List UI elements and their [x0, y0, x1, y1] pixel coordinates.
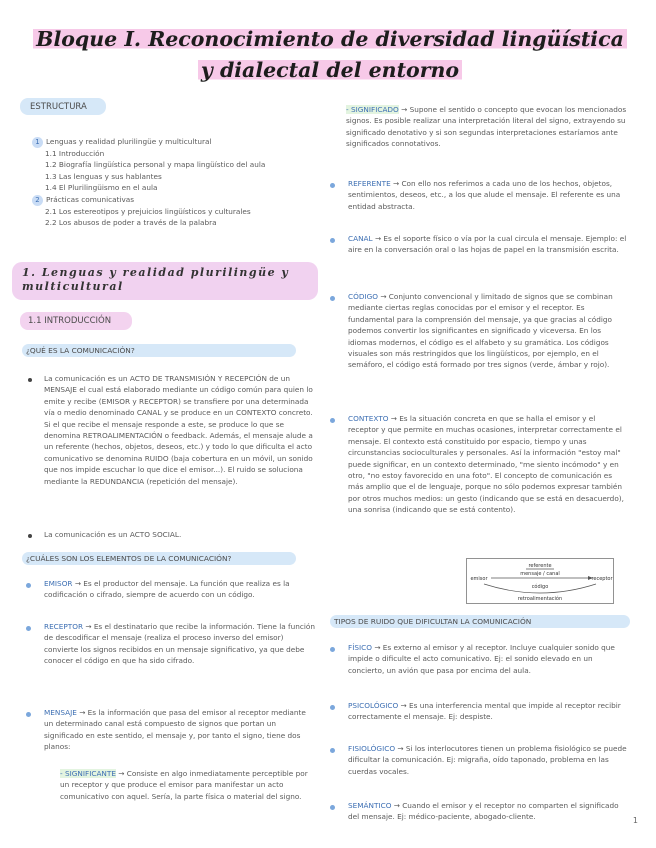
bullet — [330, 238, 335, 243]
emisor-entry: EMISOR → Es el productor del mensaje. La función que realiza es la codificación o cifrado, siempre de acuerdo con un código. — [44, 579, 290, 600]
ruido-label: TIPOS DE RUIDO QUE DIFICULTAN LA COMUNICACIÓN — [334, 617, 532, 626]
intro-pill — [20, 312, 132, 330]
q1-bar — [22, 344, 296, 357]
diagram-referente: referente — [528, 563, 552, 569]
estructura-pill — [20, 98, 106, 115]
q2-label: ¿CUÁLES SON LOS ELEMENTOS DE LA COMUNICACIÓN? — [26, 554, 232, 563]
section-1-banner — [12, 262, 318, 300]
bullet — [330, 296, 335, 301]
q1-text-2: La comunicación es un ACTO SOCIAL. — [44, 530, 182, 539]
estructura-item: 1 Lenguas y realidad plurilingüe y multicultural — [32, 136, 312, 148]
bullet — [330, 183, 335, 188]
diagram-retroalimentacion: retroalimentación — [517, 596, 563, 602]
bullet — [330, 705, 335, 710]
q1-text: La comunicación es un ACTO DE TRANSMISIÓN Y RECEPCIÓN de un MENSAJE el cual está elaborado mediante un código común para quien lo emite y recibe (EMISOR y RECEPTOR) se transfiere por una determinada vía o medio denominado CANAL y se produce en un CONTEXTO concreto. Si el que recibe el mensaje responde a este, se produce lo que se denomina RETROALIMENTACIÓN o feedback. Además, el mensaje alude a un referente (hechos, objetos, deseos, etc.) y todo lo que dificulta el acto comunicativo se denomina RUIDO (baja cobertura en un móvil, un sonido que nos impide escuchar lo que dice el emisor...). El ruido se soluciona mediante la REDUNDANCIA (repetición del mensaje). — [44, 374, 313, 486]
bullet — [26, 583, 31, 588]
semantico-entry: SEMÁNTICO → Cuando el emisor y el receptor no comparten el significado del mensaje. Ej: médico-paciente, abogado-cliente. — [348, 801, 619, 822]
estructura-item: 2 Prácticas comunicativas — [32, 194, 312, 206]
section-1-title: 1. Lenguas y realidad plurilingüe y multicultural — [22, 266, 290, 293]
diagram-emisor: emisor — [470, 576, 488, 582]
fisiologico-entry: FISIOLÓGICO → Si los interlocutores tienen un problema fisiológico se puede dificultar la comunicación. Ej: migraña, oído taponado, problema en las cuerdas vocales. — [348, 744, 627, 776]
fisico-entry: FÍSICO → Es externo al emisor y al receptor. Incluye cualquier sonido que impide o dificulte el acto comunicativo. Ej: el sonido elevado en un concierto, un avión que pasa por encima del aula. — [348, 643, 615, 675]
diagram-codigo: código — [531, 584, 549, 590]
diagram-receptor: receptor — [591, 576, 613, 582]
bullet — [28, 534, 32, 538]
estructura-item: 2.1 Los estereotipos y prejuicios lingüísticos y culturales — [45, 206, 251, 216]
canal-entry: CANAL → Es el soporte físico o vía por la cual circula el mensaje. Ejemplo: el aire en la conversación oral o las hojas de papel en la transmisión escrita. — [348, 234, 627, 255]
bullet — [330, 748, 335, 753]
bullet — [330, 805, 335, 810]
receptor-entry: RECEPTOR → Es el destinatario que recibe la información. Tiene la función de descodificar el mensaje (realiza el proceso inverso del emisor) convierte los signos recibidos en un mensaje significativo, ya que debe conocer el código en que ha sido cifrado. — [44, 622, 315, 666]
diagram-mensaje: mensaje / canal — [520, 571, 560, 577]
ruido-bar — [330, 615, 630, 628]
bullet — [26, 626, 31, 631]
estructura-item: 2.2 Los abusos de poder a través de la palabra — [45, 218, 217, 228]
psicologico-entry: PSICOLÓGICO → Es una interferencia mental que impide al receptor recibir correctamente el mensaje. Ej: despiste. — [348, 701, 621, 722]
referente-entry: REFERENTE → Con ello nos referimos a cada uno de los hechos, objetos, sentimientos, deseos, etc., a los que alude el mensaje. El referente es una entidad abstracta. — [348, 179, 621, 211]
significado-entry: - SIGNIFICADO → Supone el sentido o concepto que evocan los mencionados signos. Es posible realizar una interpretación literal del signo, extrayendo su significado denotativo y si son segundas interpretaciones estaríamos ante significados connotativos. — [346, 105, 627, 149]
intro-label: 1.1 INTRODUCCIÓN — [28, 316, 112, 326]
estructura-item: 1.4 El Plurilingüismo en el aula — [45, 183, 158, 193]
estructura-item: 1.1 Introducción — [45, 149, 105, 158]
codigo-entry: CÓDIGO → Conjunto convencional y limitado de signos que se combinan mediante ciertas reglas conocidas por el emisor y el receptor. Es fundamental para la comprensión del mensaje, ya que gracias al código podemos convertir los significantes en significado y viceversa. En los idiomas modernos, el código es el alfabeto y su gramática. Los códigos visuales son más restringidos que los lingüísticos, por ejemplo, en el semáforo, el código está formado por tres signos (verde, ámbar y rojo). — [348, 292, 613, 370]
estructura-item: 1.2 Biografía lingüística personal y mapa lingüístico del aula — [45, 160, 266, 170]
estructura-list — [32, 136, 312, 228]
bullet — [330, 647, 335, 652]
significante-entry: - SIGNIFICANTE → Consiste en algo inmediatamente perceptible por un receptor y que produce el emisor para manifestar un acto comunicativo con aquel. Sería, la parte física o material del signo. — [60, 769, 308, 801]
bullet — [330, 418, 335, 423]
page-number: 1 — [632, 816, 638, 825]
communication-diagram — [466, 558, 614, 604]
page-title: Bloque I. Reconocimiento de diversidad lingüística y dialectal del entorno — [30, 24, 630, 86]
estructura-label: ESTRUCTURA — [30, 102, 87, 112]
q2-bar — [22, 552, 296, 565]
bullet — [28, 378, 32, 382]
estructura-item: 1.3 Las lenguas y sus hablantes — [45, 171, 162, 181]
contexto-entry: CONTEXTO → Es la situación concreta en que se halla el emisor y el receptor y que permite en muchas ocasiones, interpretar correctamente el mensaje. El contexto está constituido por espacio, tiempo y unas circunstancias socioculturales y personales. Así la información "estoy mal" puede significar, en un contexto determinado, "me siento incómodo" y en otro, "no estoy favorecido en una foto". El concepto de comunicación es más amplio que el de lenguaje, porque no sólo podemos expresar también por otros muchos medios: un gesto (indicando que se está en desacuerdo), una sonrisa (indicando que se está contento). — [348, 414, 624, 515]
bullet — [26, 712, 31, 717]
mensaje-entry: MENSAJE → Es la información que pasa del emisor al receptor mediante un determinado canal está compuesto de signos que portan un significado en este sentido, el mensaje y, por tanto el signo, tiene dos planos: — [44, 708, 306, 752]
q1-label: ¿QUÉ ES LA COMUNICACIÓN? — [26, 346, 135, 355]
